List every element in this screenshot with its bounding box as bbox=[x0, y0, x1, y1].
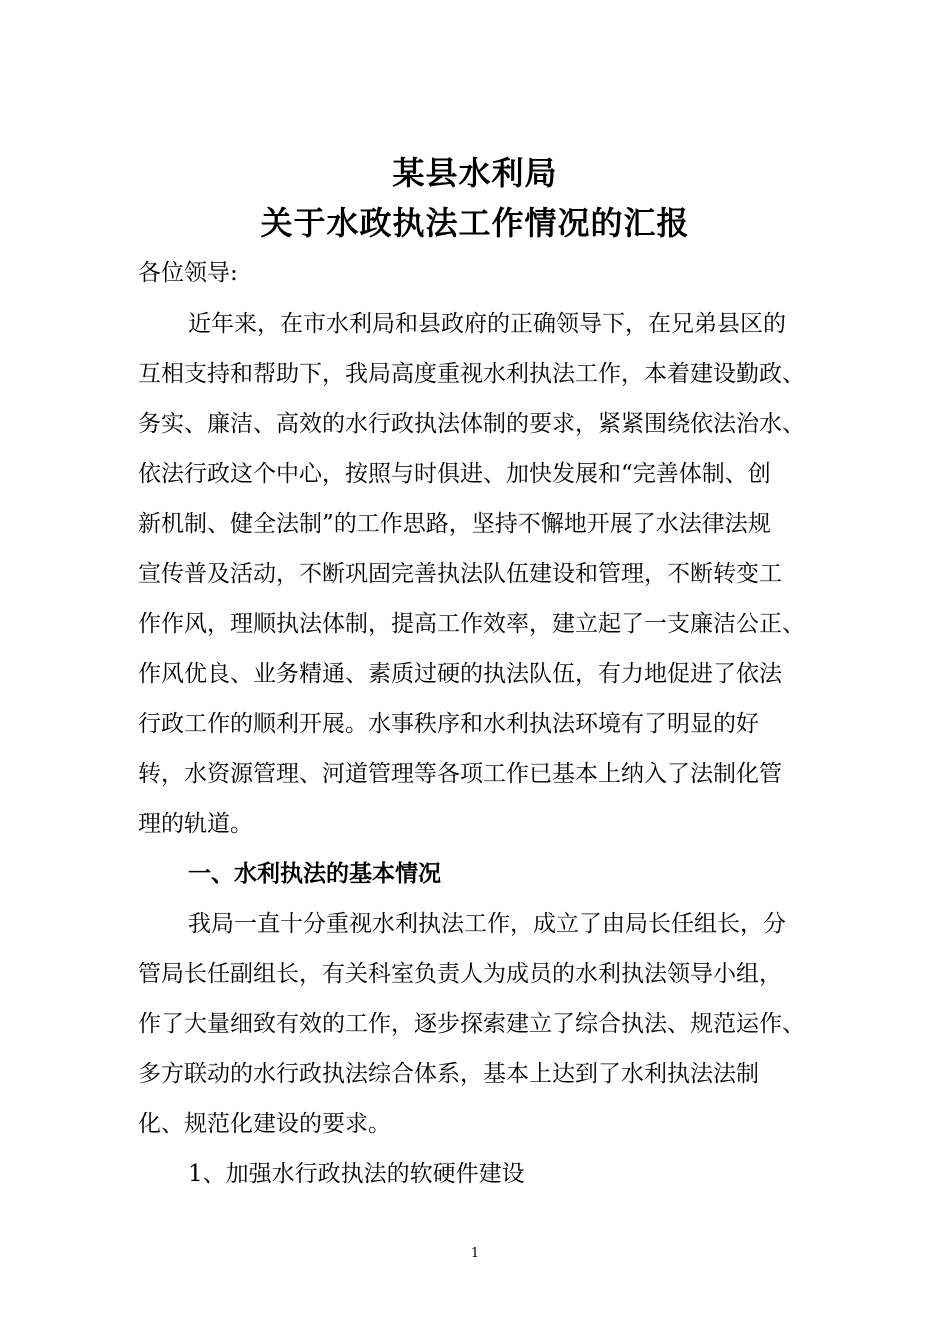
document-title-line1: 某县水利局 bbox=[392, 154, 558, 192]
paragraph-line: 理的轨道。 bbox=[138, 811, 253, 837]
paragraph-line: 新机制、健全法制”的工作思路，坚持不懈地开展了水法律法规 bbox=[138, 511, 771, 537]
paragraph-line: 我局一直十分重视水利执法工作，成立了由局长任组长，分 bbox=[188, 911, 786, 937]
section-heading: 一、水利执法的基本情况 bbox=[188, 861, 441, 887]
salutation: 各位领导: bbox=[138, 260, 238, 286]
paragraph-line: 务实、廉洁、高效的水行政执法体制的要求，紧紧围绕依法治水、 bbox=[138, 411, 805, 437]
paragraph-line: 作了大量细致有效的工作，逐步探索建立了综合执法、规范运作、 bbox=[138, 1011, 805, 1037]
paragraph-line: 互相支持和帮助下，我局高度重视水利执法工作，本着建设勤政、 bbox=[138, 361, 805, 387]
paragraph-line: 作作风，理顺执法体制，提高工作效率，建立起了一支廉洁公正、 bbox=[138, 611, 805, 637]
paragraph-line: 依法行政这个中心，按照与时俱进、加快发展和“完善体制、创 bbox=[138, 461, 771, 487]
paragraph-line: 行政工作的顺利开展。水事秩序和水利执法环境有了明显的好 bbox=[138, 711, 759, 737]
paragraph-line: 近年来，在市水利局和县政府的正确领导下，在兄弟县区的 bbox=[188, 311, 786, 337]
paragraph-line: 多方联动的水行政执法综合体系，基本上达到了水利执法法制 bbox=[138, 1061, 759, 1087]
paragraph-line: 宣传普及活动，不断巩固完善执法队伍建设和管理，不断转变工 bbox=[138, 561, 782, 587]
page-number: 1 bbox=[470, 1246, 480, 1261]
paragraph-line: 转，水资源管理、河道管理等各项工作已基本上纳入了法制化管 bbox=[138, 761, 782, 787]
paragraph-line: 管局长任副组长，有关科室负责人为成员的水利执法领导小组， bbox=[138, 961, 782, 987]
subsection-heading: 1、加强水行政执法的软硬件建设 bbox=[188, 1161, 525, 1187]
paragraph-line: 化、规范化建设的要求。 bbox=[138, 1111, 391, 1137]
paragraph-line: 作风优良、业务精通、素质过硬的执法队伍，有力地促进了依法 bbox=[138, 661, 782, 687]
document-title-line2: 关于水政执法工作情况的汇报 bbox=[260, 204, 690, 242]
